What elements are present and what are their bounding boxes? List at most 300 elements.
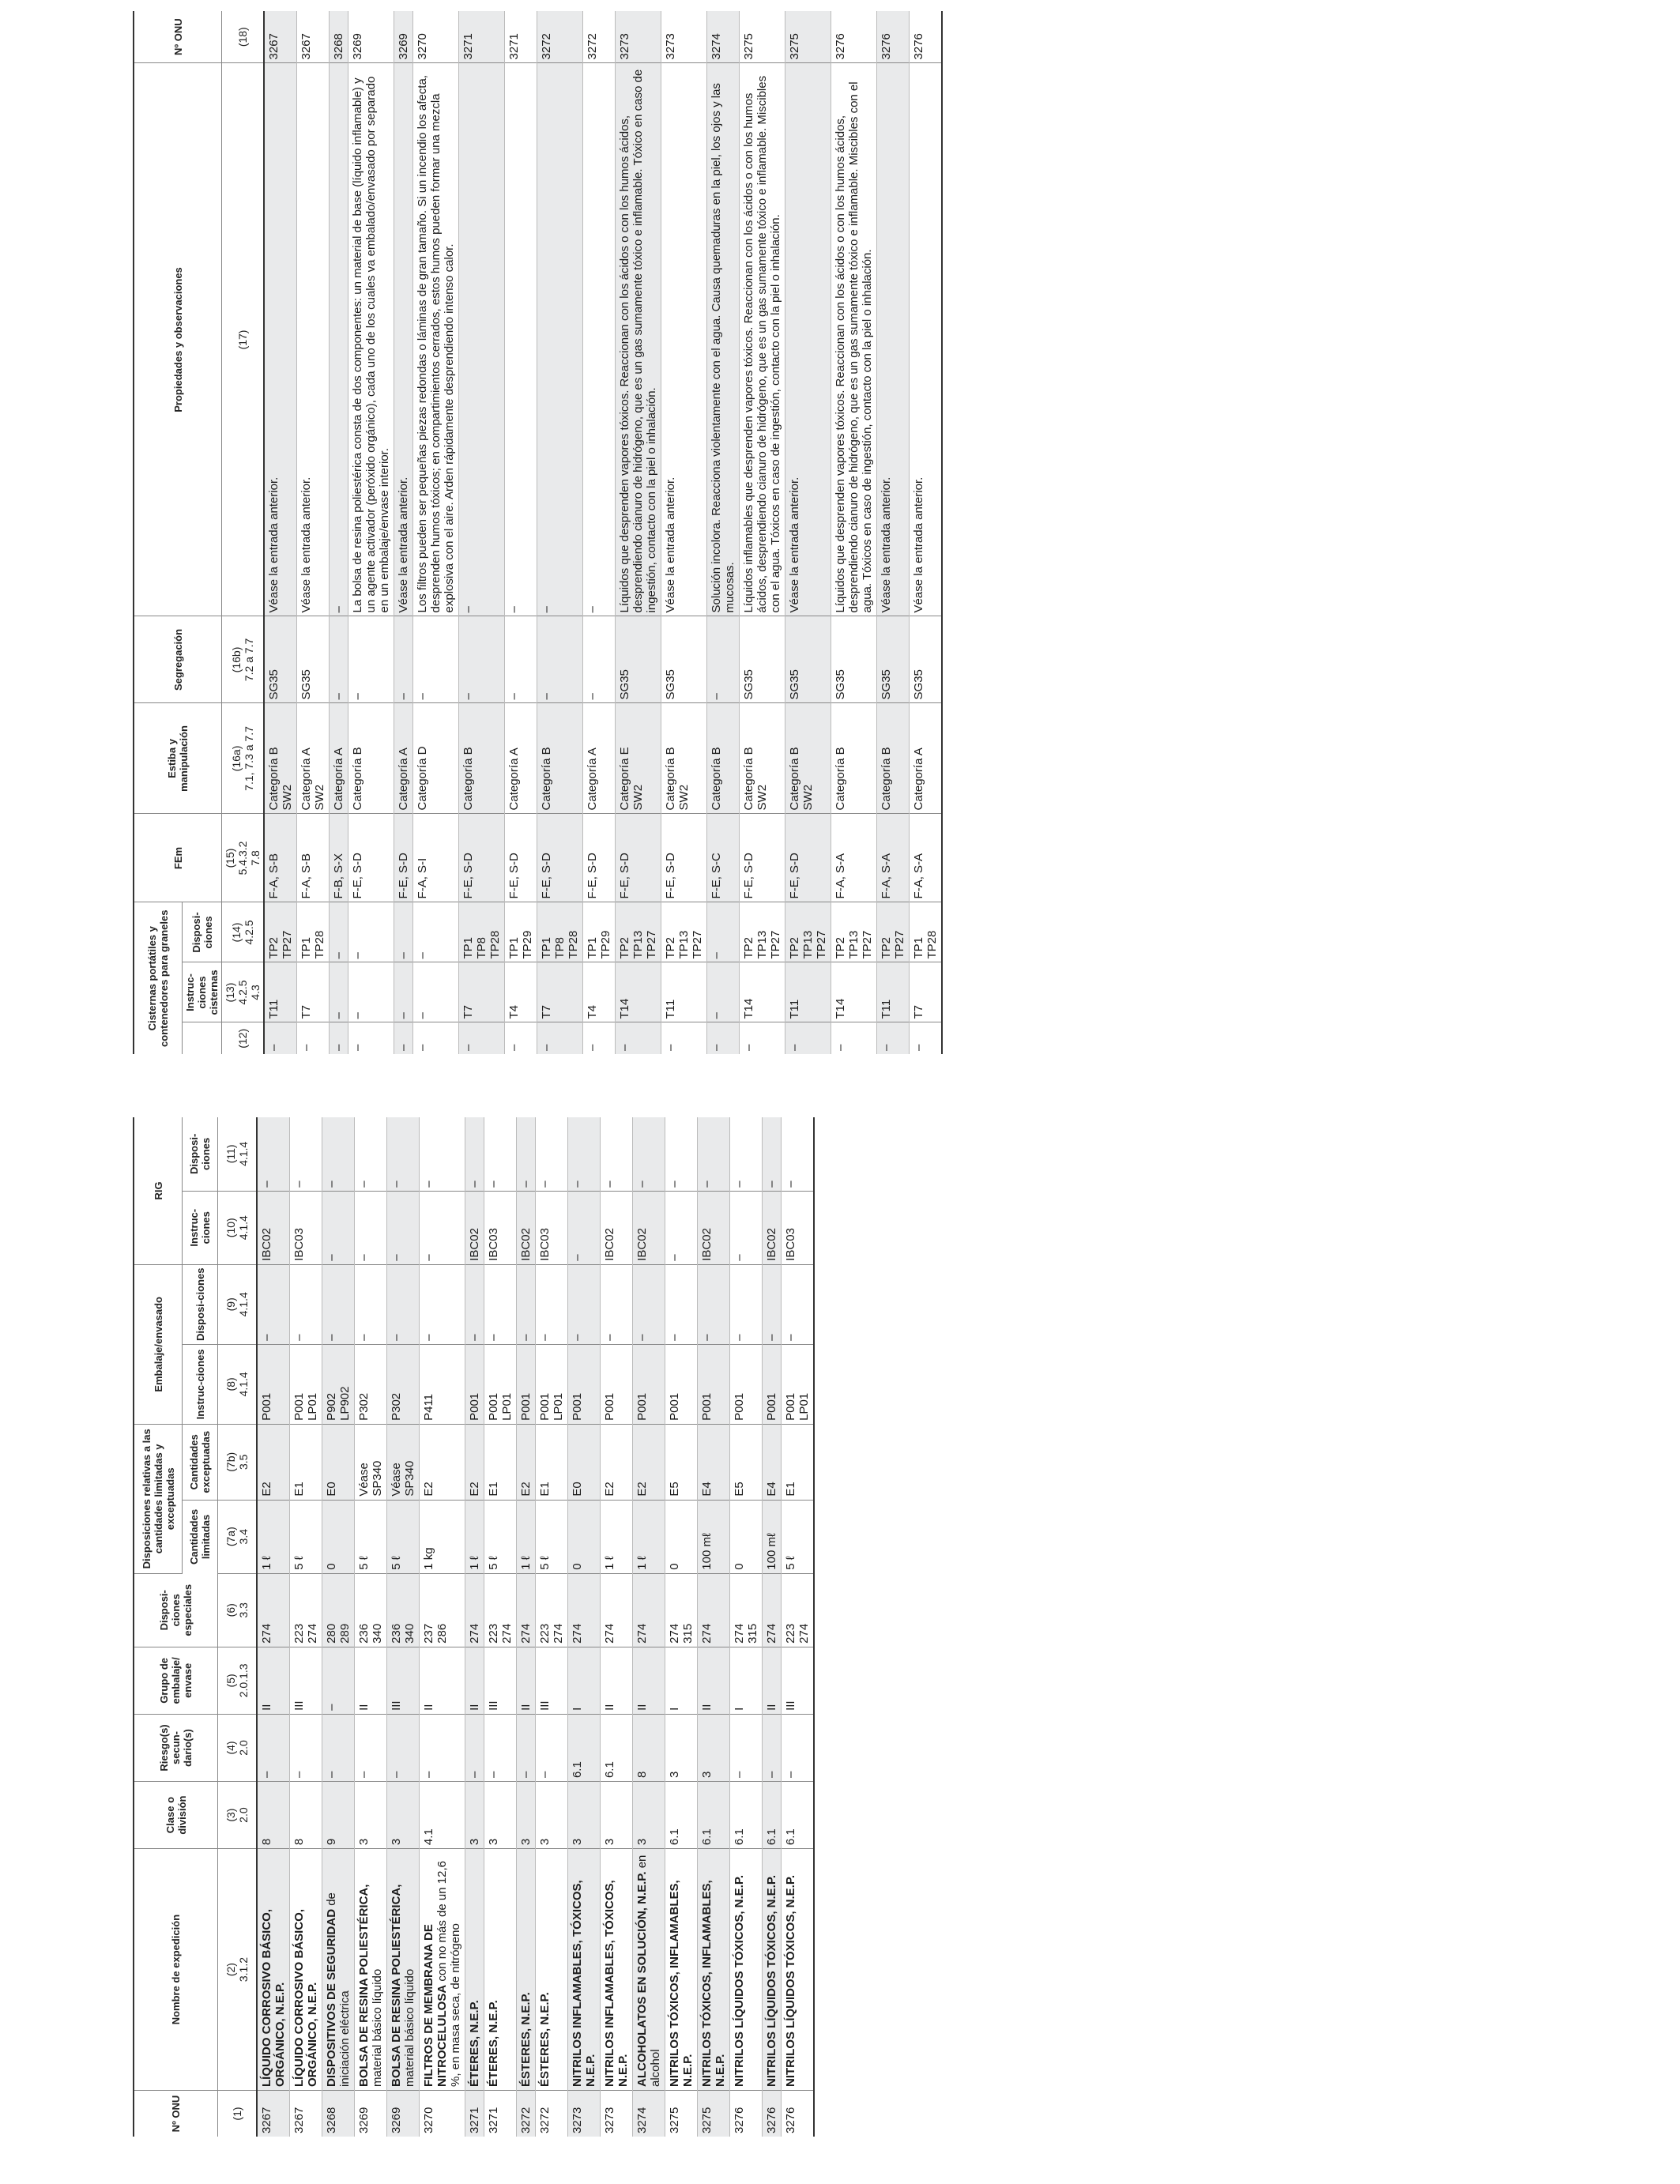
properties-cell: Véase la entrada anterior. (264, 63, 297, 616)
packing-group-cell: I (665, 1647, 698, 1714)
packing-group-cell: I (568, 1647, 601, 1714)
header-stowage: Estiba y manipulación (134, 703, 222, 814)
packing-prov-cell: – (698, 1264, 730, 1344)
segregation-cell: SG35 (877, 616, 910, 703)
un-number-cell: 3276 (877, 11, 910, 63)
excepted-qty-cell: E1 (536, 1424, 568, 1500)
shipping-name-cell (290, 1849, 322, 2091)
ibc-instr-cell: IBC03 (782, 1191, 815, 1264)
tank-instr-cell: T7 (910, 962, 943, 1022)
ibc-prov-cell: – (387, 1117, 420, 1191)
un-number-cell: 3272 (517, 2091, 536, 2137)
column-ref-11: (10) 4.1.4 (218, 1191, 258, 1264)
segregation-cell: SG35 (264, 616, 297, 703)
tank-instr-cell: T7 (297, 962, 330, 1022)
column-ref-7: (17) (222, 63, 265, 616)
stowage-cell: Categoría A (394, 703, 413, 814)
special-provisions-cell: 223 274 (484, 1573, 517, 1647)
packing-prov-cell: – (633, 1264, 665, 1344)
excepted-qty-cell: E5 (730, 1424, 763, 1500)
excepted-qty-cell: E2 (601, 1424, 633, 1500)
column-ref-1: (12) (222, 1022, 265, 1054)
ems-cell: F-E, S-D (583, 814, 616, 902)
shipping-name-cell (420, 1849, 465, 2091)
ibc-instr-cell: – (730, 1191, 763, 1264)
segregation-cell: SG35 (616, 616, 661, 703)
packing-prov-cell: – (484, 1264, 517, 1344)
un-number-cell: 3271 (465, 2091, 484, 2137)
excepted-qty-cell: E2 (465, 1424, 484, 1500)
left-table-body (257, 1117, 814, 2137)
excepted-qty-cell: E4 (763, 1424, 782, 1500)
un-number-cell: 3276 (831, 11, 877, 63)
header-tanks: Cisternas portátiles y contenedores para graneles (134, 902, 183, 1054)
shipping-name: ÉSTERES, N.E.P. (538, 1992, 552, 2087)
header-shipping-name: Nombre de expedición (134, 1849, 218, 2091)
ems-cell: F-E, S-D (505, 814, 537, 902)
packing-instr-cell: P001 LP01 (782, 1344, 815, 1424)
special-provisions-cell: 274 (257, 1573, 290, 1647)
column-ref-3: (14) 4.2.5 (222, 902, 265, 962)
tank-instr-cell: – (348, 962, 394, 1022)
col12-cell: – (394, 1022, 413, 1054)
sub-risk-cell: 8 (633, 1714, 665, 1781)
packing-instr-cell: P001 (698, 1344, 730, 1424)
un-number-cell: 3272 (537, 11, 583, 63)
tank-instr-cell: – (413, 962, 459, 1022)
packing-prov-cell: – (665, 1264, 698, 1344)
table-row (831, 11, 877, 1054)
limited-qty-cell: 1 kg (420, 1500, 465, 1573)
ibc-prov-cell: – (257, 1117, 290, 1191)
shipping-name-cell (465, 1849, 484, 2091)
shipping-name-cell (257, 1849, 290, 2091)
packing-group-cell: – (322, 1647, 355, 1714)
table-row (297, 11, 330, 1054)
dangerous-goods-list-right (133, 11, 943, 1054)
packing-group-cell: II (601, 1647, 633, 1714)
packing-group-cell: III (484, 1647, 517, 1714)
ibc-prov-cell: – (730, 1117, 763, 1191)
segregation-cell: – (537, 616, 583, 703)
ibc-prov-cell: – (355, 1117, 387, 1191)
header-ems: FEm (134, 814, 222, 902)
packing-instr-cell: P001 (601, 1344, 633, 1424)
class-cell: 3 (484, 1782, 517, 1849)
column-ref-6: (6) 3.3 (218, 1573, 258, 1647)
segregation-cell: SG35 (785, 616, 831, 703)
col12-cell: – (537, 1022, 583, 1054)
shipping-name: NITRILOS TÓXICOS, INFLAMABLES, N.E.P. (700, 1880, 727, 2087)
limited-qty-cell: 5 ℓ (484, 1500, 517, 1573)
packing-instr-cell: P001 (257, 1344, 290, 1424)
tank-instr-cell: – (394, 962, 413, 1022)
col12-cell: – (330, 1022, 348, 1054)
limited-qty-cell: 5 ℓ (387, 1500, 420, 1573)
segregation-cell: SG35 (297, 616, 330, 703)
column-ref-4: (4) 2.0 (218, 1714, 258, 1781)
tank-instr-cell: T7 (459, 962, 505, 1022)
table-row (707, 11, 740, 1054)
tank-prov-cell: TP1 TP29 (505, 902, 537, 962)
left-table-panel (133, 1117, 815, 2137)
packing-instr-cell: P001 LP01 (484, 1344, 517, 1424)
col12-cell: – (910, 1022, 943, 1054)
table-row (290, 1117, 322, 2137)
ibc-instr-cell: – (322, 1191, 355, 1264)
column-ref-9: (8) 4.1.4 (218, 1344, 258, 1424)
properties-cell: – (537, 63, 583, 616)
tank-prov-cell: – (707, 902, 740, 962)
col12-cell: – (264, 1022, 297, 1054)
ibc-instr-cell: IBC02 (257, 1191, 290, 1264)
table-row (537, 11, 583, 1054)
header-sub-risk: Riesgo(s) secun-dario(s) (134, 1714, 218, 1781)
shipping-name-cell (698, 1849, 730, 2091)
col12-cell: – (785, 1022, 831, 1054)
table-row (355, 1117, 387, 2137)
tank-prov-cell: TP2 TP27 (264, 902, 297, 962)
tank-instr-cell: T14 (831, 962, 877, 1022)
segregation-cell: – (394, 616, 413, 703)
column-ref-5: (16a) 7.1, 7.3 a 7.7 (222, 703, 265, 814)
limited-qty-cell: 5 ℓ (290, 1500, 322, 1573)
properties-cell: – (330, 63, 348, 616)
limited-qty-cell: 1 ℓ (633, 1500, 665, 1573)
shipping-name: BOLSA DE RESINA POLIESTÉRICA, (357, 1884, 371, 2087)
ibc-instr-cell: – (355, 1191, 387, 1264)
col12-cell: – (297, 1022, 330, 1054)
tank-prov-cell: TP2 TP13 TP27 (661, 902, 707, 962)
packing-instr-cell: P001 (665, 1344, 698, 1424)
tank-prov-cell: TP1 TP8 TP28 (537, 902, 583, 962)
limited-qty-cell: 1 ℓ (465, 1500, 484, 1573)
shipping-name: NITRILOS TÓXICOS, INFLAMABLES, N.E.P. (668, 1880, 695, 2087)
table-row (661, 11, 707, 1054)
table-row (785, 11, 831, 1054)
un-number-cell: 3276 (730, 2091, 763, 2137)
header-limited-excepted: Disposiciones relativas a las cantidades limitadas y exceptuadas (134, 1424, 183, 1573)
ibc-prov-cell: – (536, 1117, 568, 1191)
ibc-prov-cell: – (601, 1117, 633, 1191)
table-row (698, 1117, 730, 2137)
special-provisions-cell: 223 274 (536, 1573, 568, 1647)
tank-prov-cell: TP1 TP8 TP28 (459, 902, 505, 962)
ems-cell: F-A, S-B (297, 814, 330, 902)
un-number-cell: 3273 (568, 2091, 601, 2137)
header-tank-prov: Disposi-ciones (183, 902, 222, 962)
stowage-cell: Categoría A SW2 (297, 703, 330, 814)
limited-qty-cell: 0 (730, 1500, 763, 1573)
packing-prov-cell: – (730, 1264, 763, 1344)
packing-prov-cell: – (355, 1264, 387, 1344)
special-provisions-cell: 274 (763, 1573, 782, 1647)
un-number-cell: 3269 (348, 11, 394, 63)
header-pack-prov: Disposi-ciones (183, 1264, 218, 1344)
class-cell: 3 (517, 1782, 536, 1849)
un-number-cell: 3272 (583, 11, 616, 63)
table-row (387, 1117, 420, 2137)
ibc-prov-cell: – (517, 1117, 536, 1191)
tank-prov-cell: TP2 TP13 TP27 (740, 902, 785, 962)
column-ref-2: (2) 3.1.2 (218, 1849, 258, 2091)
packing-group-cell: II (420, 1647, 465, 1714)
table-row (740, 11, 785, 1054)
packing-instr-cell: P411 (420, 1344, 465, 1424)
limited-qty-cell: 1 ℓ (517, 1500, 536, 1573)
col12-cell: – (616, 1022, 661, 1054)
sub-risk-cell: – (484, 1714, 517, 1781)
stowage-cell: Categoría A (583, 703, 616, 814)
stowage-cell: Categoría B (459, 703, 505, 814)
packing-instr-cell: P001 (730, 1344, 763, 1424)
packing-prov-cell: – (465, 1264, 484, 1344)
class-cell: 6.1 (730, 1782, 763, 1849)
class-cell: 3 (568, 1782, 601, 1849)
ems-cell: F-A, S-A (831, 814, 877, 902)
packing-instr-cell: P001 (633, 1344, 665, 1424)
shipping-name-cell (484, 1849, 517, 2091)
excepted-qty-cell: E2 (517, 1424, 536, 1500)
table-row (420, 1117, 465, 2137)
stowage-cell: Categoría B (831, 703, 877, 814)
column-ref-3: (3) 2.0 (218, 1782, 258, 1849)
un-number-cell: 3268 (322, 2091, 355, 2137)
header-class: Clase o división (134, 1782, 218, 1849)
shipping-name-cell (763, 1849, 782, 2091)
segregation-cell: SG35 (661, 616, 707, 703)
sub-risk-cell: 3 (665, 1714, 698, 1781)
tank-prov-cell: TP2 TP13 TP27 (831, 902, 877, 962)
properties-cell: Solución incolora. Reacciona violentamente con el agua. Causa quemaduras en la piel, los ojos y las mucosas. (707, 63, 740, 616)
class-cell: 6.1 (763, 1782, 782, 1849)
table-row (665, 1117, 698, 2137)
packing-group-cell: II (355, 1647, 387, 1714)
properties-cell: – (459, 63, 505, 616)
un-number-cell: 3275 (785, 11, 831, 63)
excepted-qty-cell: Véase SP340 (387, 1424, 420, 1500)
special-provisions-cell: 236 340 (387, 1573, 420, 1647)
header-packing: Embalaje/envasado (134, 1264, 183, 1424)
tank-instr-cell: T11 (785, 962, 831, 1022)
properties-cell: Véase la entrada anterior. (394, 63, 413, 616)
un-number-cell: 3267 (264, 11, 297, 63)
table-row (505, 11, 537, 1054)
shipping-name: ÉTERES, N.E.P. (487, 2000, 500, 2087)
shipping-name: ÉSTERES, N.E.P. (519, 1992, 533, 2087)
sub-risk-cell: – (387, 1714, 420, 1781)
table-row (877, 11, 910, 1054)
shipping-name: FILTROS DE MEMBRANA DE NITROCELULOSA (422, 1924, 449, 2087)
limited-qty-cell: 0 (568, 1500, 601, 1573)
tank-instr-cell: T11 (877, 962, 910, 1022)
table-row (459, 11, 505, 1054)
shipping-name-cell (601, 1849, 633, 2091)
packing-instr-cell: P902 LP902 (322, 1344, 355, 1424)
ibc-prov-cell: – (465, 1117, 484, 1191)
special-provisions-cell: 223 274 (782, 1573, 815, 1647)
class-cell: 3 (355, 1782, 387, 1849)
shipping-name-qualifier: con no más de un 12,6 %, en masa seca, de nitrógeno (435, 1861, 462, 2087)
shipping-name-cell (517, 1849, 536, 2091)
ibc-prov-cell: – (420, 1117, 465, 1191)
stowage-cell: Categoría B SW2 (661, 703, 707, 814)
header-blank-12 (183, 1022, 222, 1054)
packing-group-cell: III (387, 1647, 420, 1714)
un-number-cell: 3271 (505, 11, 537, 63)
table-row (730, 1117, 763, 2137)
stowage-cell: Categoría D (413, 703, 459, 814)
class-cell: 3 (633, 1782, 665, 1849)
segregation-cell: SG35 (831, 616, 877, 703)
table-row (910, 11, 943, 1054)
column-ref-10: (9) 4.1.4 (218, 1264, 258, 1344)
sub-risk-cell: – (355, 1714, 387, 1781)
properties-cell: Líquidos que desprenden vapores tóxicos. Reaccionan con los ácidos o con los humos ácidos, desprendiendo cianuro de hidrógeno, que es un gas sumamente tóxico e inflamable. Tóxico en caso de ingestión, contacto con la piel o inhalación. (616, 63, 661, 616)
un-number-cell: 3267 (297, 11, 330, 63)
column-ref-8: (18) (222, 11, 265, 63)
header-excepted: Cantidades exceptuadas (183, 1424, 218, 1500)
stowage-cell: Categoría B (707, 703, 740, 814)
tank-prov-cell: – (330, 902, 348, 962)
limited-qty-cell: 5 ℓ (536, 1500, 568, 1573)
packing-instr-cell: P302 (387, 1344, 420, 1424)
un-number-cell: 3273 (661, 11, 707, 63)
ibc-instr-cell: IBC03 (536, 1191, 568, 1264)
special-provisions-cell: 274 (517, 1573, 536, 1647)
ibc-prov-cell: – (484, 1117, 517, 1191)
tank-prov-cell: TP2 TP13 TP27 (616, 902, 661, 962)
header-limited: Cantidades limitadas (183, 1500, 218, 1573)
stowage-cell: Categoría A (330, 703, 348, 814)
special-provisions-cell: 237 286 (420, 1573, 465, 1647)
packing-instr-cell: P001 (568, 1344, 601, 1424)
header-special-provisions: Disposi-ciones especiales (134, 1573, 218, 1647)
special-provisions-cell: 274 (465, 1573, 484, 1647)
tank-instr-cell: T14 (616, 962, 661, 1022)
special-provisions-cell: 223 274 (290, 1573, 322, 1647)
segregation-cell: – (505, 616, 537, 703)
special-provisions-cell: 274 315 (730, 1573, 763, 1647)
ibc-prov-cell: – (568, 1117, 601, 1191)
table-row (257, 1117, 290, 2137)
excepted-qty-cell: E2 (257, 1424, 290, 1500)
ems-cell: F-E, S-D (537, 814, 583, 902)
tank-prov-cell: – (394, 902, 413, 962)
stowage-cell: Categoría B (537, 703, 583, 814)
table-row (264, 11, 297, 1054)
properties-cell: Véase la entrada anterior. (785, 63, 831, 616)
tank-instr-cell: T11 (661, 962, 707, 1022)
tank-instr-cell: T11 (264, 962, 297, 1022)
sub-risk-cell: – (465, 1714, 484, 1781)
shipping-name-qualifier: de iniciación eléctrica (325, 1892, 352, 2087)
ibc-instr-cell: – (665, 1191, 698, 1264)
table-row (601, 1117, 633, 2137)
shipping-name-cell (387, 1849, 420, 2091)
column-ref-5: (5) 2.0.1.3 (218, 1647, 258, 1714)
header-ibc-instr: Instruc-ciones (183, 1191, 218, 1264)
ibc-prov-cell: – (290, 1117, 322, 1191)
ibc-prov-cell: – (322, 1117, 355, 1191)
header-packing-group: Grupo de embalaje/ envase (134, 1647, 218, 1714)
packing-prov-cell: – (257, 1264, 290, 1344)
table-row (465, 1117, 484, 2137)
header-un-no-right: Nº ONU (134, 11, 222, 63)
packing-group-cell: III (290, 1647, 322, 1714)
col12-cell: – (707, 1022, 740, 1054)
column-ref-8: (7b) 3.5 (218, 1424, 258, 1500)
un-number-cell: 3273 (616, 11, 661, 63)
packing-prov-cell: – (782, 1264, 815, 1344)
col12-cell: – (348, 1022, 394, 1054)
shipping-name: DISPOSITIVOS DE SEGURIDAD (325, 1908, 338, 2087)
class-cell: 6.1 (782, 1782, 815, 1849)
packing-prov-cell: – (322, 1264, 355, 1344)
tank-prov-cell: TP1 TP28 (910, 902, 943, 962)
sub-risk-cell: – (782, 1714, 815, 1781)
sub-risk-cell: 6.1 (601, 1714, 633, 1781)
ibc-instr-cell: IBC02 (763, 1191, 782, 1264)
tank-instr-cell: T4 (505, 962, 537, 1022)
un-number-cell: 3267 (290, 2091, 322, 2137)
tank-prov-cell: TP1 TP28 (297, 902, 330, 962)
un-number-cell: 3269 (387, 2091, 420, 2137)
un-number-cell: 3275 (740, 11, 785, 63)
packing-prov-cell: – (568, 1264, 601, 1344)
shipping-name-cell (782, 1849, 815, 2091)
ems-cell: F-E, S-D (785, 814, 831, 902)
segregation-cell: – (330, 616, 348, 703)
packing-group-cell: III (536, 1647, 568, 1714)
class-cell: 6.1 (698, 1782, 730, 1849)
excepted-qty-cell: E4 (698, 1424, 730, 1500)
properties-cell: – (583, 63, 616, 616)
shipping-name-cell (536, 1849, 568, 2091)
ibc-prov-cell: – (763, 1117, 782, 1191)
packing-group-cell: II (698, 1647, 730, 1714)
excepted-qty-cell: E0 (322, 1424, 355, 1500)
ibc-prov-cell: – (633, 1117, 665, 1191)
class-cell: 3 (536, 1782, 568, 1849)
shipping-name-cell (568, 1849, 601, 2091)
shipping-name-qualifier: material básico líquido (371, 1968, 384, 2087)
tank-prov-cell: TP2 TP27 (877, 902, 910, 962)
table-row (413, 11, 459, 1054)
table-row (348, 11, 394, 1054)
stowage-cell: Categoría E SW2 (616, 703, 661, 814)
class-cell: 3 (387, 1782, 420, 1849)
ibc-instr-cell: IBC02 (517, 1191, 536, 1264)
ibc-instr-cell: – (568, 1191, 601, 1264)
packing-instr-cell: P001 (763, 1344, 782, 1424)
limited-qty-cell: 100 mℓ (698, 1500, 730, 1573)
table-row (536, 1117, 568, 2137)
header-pack-instr: Instruc-ciones (183, 1344, 218, 1424)
packing-group-cell: II (633, 1647, 665, 1714)
packing-instr-cell: P001 LP01 (290, 1344, 322, 1424)
column-ref-2: (13) 4.2.5 4.3 (222, 962, 265, 1022)
special-provisions-cell: 274 315 (665, 1573, 698, 1647)
shipping-name: BOLSA DE RESINA POLIESTÉRICA, (390, 1884, 403, 2087)
un-number-cell: 3270 (420, 2091, 465, 2137)
ibc-instr-cell: IBC02 (465, 1191, 484, 1264)
ems-cell: F-A, S-I (413, 814, 459, 902)
limited-qty-cell: 5 ℓ (782, 1500, 815, 1573)
excepted-qty-cell: E1 (290, 1424, 322, 1500)
segregation-cell: – (707, 616, 740, 703)
ibc-prov-cell: – (698, 1117, 730, 1191)
